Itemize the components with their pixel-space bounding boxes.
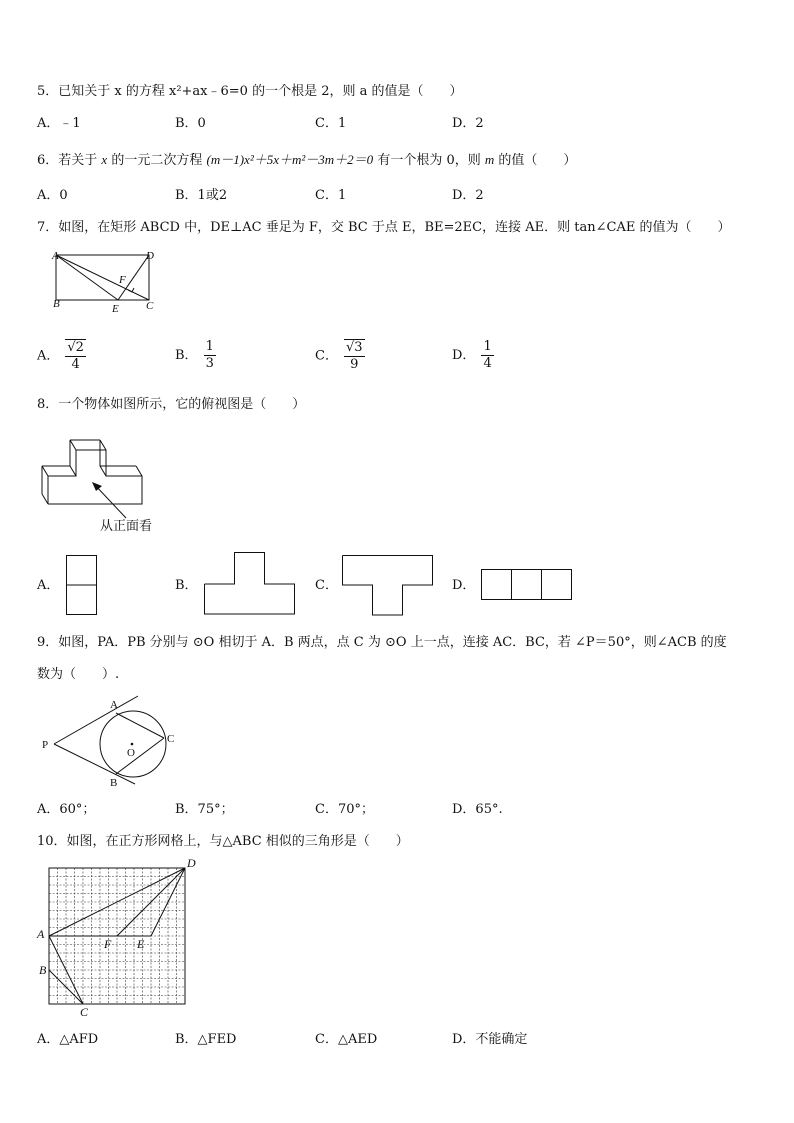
- q6-middle: 的一元二次方程: [111, 153, 203, 168]
- q7-option-a: A． $\frac{√2}{4}$: [37, 340, 84, 372]
- q9-circle-figure: [40, 694, 190, 794]
- edge: [70, 466, 76, 476]
- q6-var-m: m: [484, 152, 495, 167]
- arrow-head-icon: [92, 482, 102, 491]
- segment-ac: [56, 255, 149, 300]
- q6-option-a: A．0: [37, 188, 68, 203]
- q6-stem: [37, 152, 576, 169]
- label-f: F: [104, 937, 112, 951]
- q8-option-a-figure: [66, 555, 100, 617]
- label-a: A: [52, 250, 59, 262]
- view-caption: 从正面看: [100, 518, 153, 533]
- segment-ac: [116, 713, 164, 738]
- q9-option-b: B．75°；: [175, 802, 234, 817]
- label-d: D: [187, 856, 196, 870]
- label-p: P: [42, 739, 49, 751]
- front-face: [48, 450, 142, 504]
- label-b: B: [110, 777, 118, 789]
- q6-prefix: 6．若关于: [37, 153, 98, 168]
- edge: [42, 466, 48, 476]
- q10-option-c: C．△AED: [315, 1032, 378, 1047]
- q9-option-a: A．60°；: [37, 802, 96, 817]
- q8-stem: 8．一个物体如图所示，它的俯视图是（ ）: [37, 397, 306, 412]
- q7-option-d: D． $\frac{1}{4}$: [452, 339, 492, 371]
- q5-option-b: B．0: [175, 116, 206, 131]
- q8-option-d: D．: [452, 578, 476, 593]
- q8-option-c: C．: [315, 578, 338, 593]
- edge: [100, 466, 106, 476]
- q9-option-c: C．70°；: [315, 802, 374, 817]
- q5-option-d: D．2: [452, 116, 484, 131]
- q8-option-b: B．: [175, 578, 198, 593]
- q7-option-b: B． $\frac{1}{3}$: [175, 339, 214, 371]
- fraction: $\frac{1}{3}$: [205, 339, 214, 371]
- q9-stem-line2: 数为（ ）.: [37, 667, 120, 682]
- q6-tail2: 的值（ ）: [498, 153, 577, 168]
- q10-option-d: D．不能确定: [452, 1032, 528, 1047]
- label-b: B: [53, 298, 60, 310]
- q6-equation: (m－1)x²＋5x＋m²－3m＋2＝0: [206, 152, 374, 167]
- q9-stem-line1: 9．如图，PA．PB 分别与 ⊙O 相切于 A．B 两点，点 C 为 ⊙O 上一点，连接 AC．BC，若 ∠P＝50°，则∠ACB 的度: [37, 635, 727, 650]
- label-c: C: [167, 733, 175, 745]
- label-o: O: [127, 747, 135, 759]
- q10-option-a: A．△AFD: [37, 1032, 99, 1047]
- q5-stem: 5．已知关于 x 的方程 x²+ax﹣6=0 的一个根是 2，则 a 的值是（ ）: [37, 84, 463, 99]
- q6-var-x: x: [101, 152, 108, 167]
- q7-rectangle-figure: [48, 246, 168, 316]
- fraction: $\frac{√3}{9}$: [345, 340, 363, 372]
- q5-option-c: C．1: [315, 116, 347, 131]
- q8-option-d-figure: [481, 569, 575, 603]
- edge: [42, 494, 48, 504]
- q8-option-c-figure: [342, 555, 436, 617]
- label-e: E: [137, 937, 145, 951]
- edge: [70, 440, 76, 450]
- q8-option-a: A．: [37, 578, 60, 593]
- right-angle-mark: [128, 288, 134, 292]
- tangent-pb: [54, 744, 135, 784]
- view-arrow: [94, 484, 126, 518]
- segment-bc: [116, 738, 164, 774]
- q8-option-b-figure: [204, 552, 298, 616]
- label-f: F: [119, 274, 126, 286]
- q8-solid-figure: [38, 428, 168, 538]
- edge: [100, 440, 106, 450]
- q10-option-b: B．△FED: [175, 1032, 237, 1047]
- q6-option-c: C．1: [315, 188, 347, 203]
- label-b: B: [39, 963, 47, 977]
- q7-option-c: C． $\frac{√3}{9}$: [315, 340, 363, 372]
- q6-option-b: B．1或2: [175, 188, 228, 203]
- label-d: D: [146, 250, 154, 262]
- q9-option-d: D．65°.: [452, 802, 503, 817]
- center-dot: [131, 743, 134, 746]
- q10-stem: 10．如图，在正方形网格上，与△ABC 相似的三角形是（ ）: [37, 834, 409, 849]
- q6-tail1: 有一个根为 0，则: [377, 153, 481, 168]
- q5-option-a: A．﹣1: [37, 116, 81, 131]
- q10-grid-figure: [36, 856, 206, 1018]
- fraction: $\frac{1}{4}$: [483, 339, 492, 371]
- label-a: A: [37, 927, 45, 941]
- q7-stem: 7．如图，在矩形 ABCD 中，DE⊥AC 垂足为 F，交 BC 于点 E，BE=2EC，连接 AE．则 tan∠CAE 的值为（ ）: [37, 220, 731, 235]
- edge: [136, 466, 142, 476]
- label-e: E: [112, 303, 119, 315]
- label-c: C: [80, 1005, 89, 1019]
- label-a: A: [110, 699, 118, 711]
- fraction: $\frac{√2}{4}$: [67, 340, 84, 372]
- q6-option-d: D．2: [452, 188, 484, 203]
- segment-ae: [56, 255, 118, 300]
- label-c: C: [146, 300, 154, 312]
- tangent-pa: [54, 696, 138, 744]
